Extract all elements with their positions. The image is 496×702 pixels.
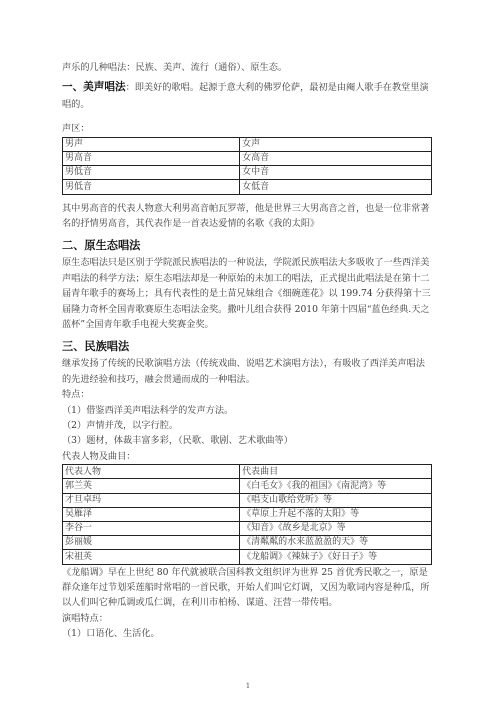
table-cell: 代表人物 [63, 465, 240, 479]
table-cell: 《清粼粼的水来蓝盈盈的天》等 [240, 536, 432, 550]
table-cell: 《白毛女》《我的祖国》《南泥湾》等 [240, 479, 432, 493]
table-cell: 宋祖英 [63, 550, 240, 564]
table-row [63, 550, 432, 564]
table-row [63, 522, 432, 536]
section-heading-bel-canto [62, 79, 432, 113]
table-cell: 代表曲目 [240, 465, 432, 479]
table-cell: 男低音 [63, 166, 240, 180]
features-label: 特点： [62, 389, 90, 401]
feature-item: （1）借鉴西洋美声唱法科学的发声方法。 [62, 404, 234, 416]
tenor-paragraph: 其中男高音的代表人物意大利男高音帕瓦罗蒂，他是世界三大男高音之首，也是一位非常著名的抒情男高音，其代表作是一首表达爱情的名歌《我的太阳》 [62, 202, 430, 229]
table-row [63, 507, 432, 521]
table-cell: 女声 [240, 137, 432, 151]
table-row [63, 479, 432, 493]
table-row [63, 166, 432, 180]
table-cell: 女高音 [240, 152, 432, 166]
feature-item: （2）声情并茂，以字行腔。 [62, 420, 179, 432]
table-cell: 《草原上升起不落的太阳》等 [240, 507, 432, 521]
table-row [63, 152, 432, 166]
voice-range-label: 声区： [62, 123, 90, 135]
table-cell: 李谷一 [63, 522, 240, 536]
intro-text: 声乐的几种唱法：民族、美声、流行（通俗）、原生态。 [62, 62, 288, 73]
representatives-table [62, 464, 432, 564]
singing-feature-item: （1）口语化、生活化。 [62, 628, 160, 640]
table-cell: 女低音 [240, 180, 432, 194]
table-row [63, 536, 432, 550]
original-ecology-paragraph: 原生态唱法只是区别于学院派民族唱法的一种说法，学院派民族唱法大多吸收了一些西洋美声唱法的科学方法；原生态唱法却是一种原始的未加工的唱法，正式提出此唱法是在第十二届青年歌手的赛场上；具有代表性的是土苗兄妹组合《细碗莲花》以 199.74 分获得第十三届隆力奇杯全国青歌赛原生态唱法金奖。撒叶儿组合获得 2010 年第十四届“蓝色经典.天之蓝杯”全国青年歌手电视大奖赛金奖。 [62, 257, 431, 330]
table-row [63, 465, 432, 479]
table-row [63, 180, 432, 194]
table-cell: 吴雁泽 [63, 507, 240, 521]
singing-features-label: 演唱特点： [62, 612, 108, 624]
voice-range-table [62, 137, 432, 195]
table-cell: 男高音 [63, 152, 240, 166]
section-heading-folk: 三、民族唱法 [62, 339, 130, 354]
section-desc: ：即美好的歌唱。起源于意大利的佛罗伦萨，最初是由阉人歌手在教堂里演唱的。 [62, 82, 429, 111]
table-cell: 彭丽媛 [63, 536, 240, 550]
document-page [62, 60, 432, 642]
table-cell: 《龙船调》《辣妹子》《好日子》等 [240, 550, 432, 564]
page-number: 1 [245, 682, 251, 690]
table-cell: 《唱支山歌给党听》等 [240, 493, 432, 507]
table-cell: 才旦卓玛 [63, 493, 240, 507]
table-cell: 男低音 [63, 180, 240, 194]
table-row [63, 493, 432, 507]
feature-item: （3）题材，体裁丰富多彩，（民歌、歌剧、艺术歌曲等） [62, 435, 293, 447]
representatives-label: 代表人物及曲目： [62, 450, 136, 462]
table-cell: 男声 [63, 137, 240, 151]
table-cell: 郭兰英 [63, 479, 240, 493]
section-title: 一、美声唱法 [62, 81, 126, 94]
section-heading-original-ecology: 二、原生态唱法 [62, 238, 141, 253]
folk-paragraph: 继承发扬了传统的民歌演唱方法（传统戏曲、说唱艺术演唱方法），有吸收了西洋美声唱法的先进经验和技巧，融会贯通而成的一种唱法。 [62, 358, 425, 385]
longchuan-paragraph: 《龙船调》早在上世纪 80 年代就被联合国科教文组织评为世界 25 首优秀民歌之一，原是群众逢年过节划采莲船时常唱的一首民歌，开始人们叫它灯调，又因为歌词内容是种瓜，所以人们叫它种瓜调或瓜仁调，在利川市柏杨、谋道、汪营一带传唱。 [62, 566, 430, 609]
table-cell: 《知音》《故乡是北京》等 [240, 522, 432, 536]
table-cell: 女中音 [240, 166, 432, 180]
table-row [63, 137, 432, 151]
